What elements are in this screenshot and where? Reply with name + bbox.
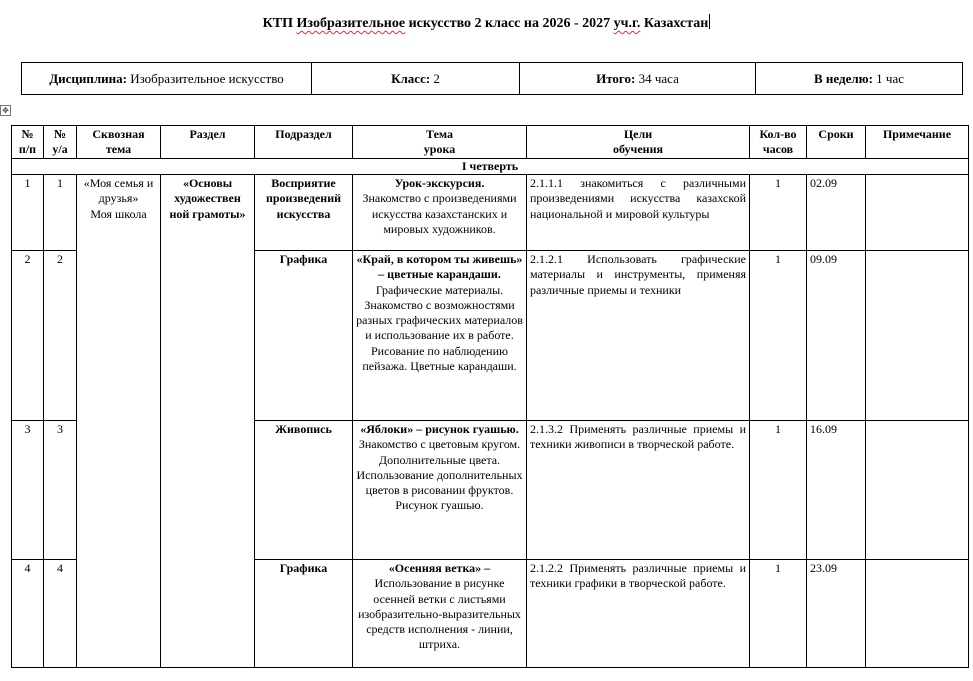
header-row	[12, 126, 969, 159]
row-topic: «Яблоки» – рисунок гуашью. Знакомство с цветовым кругом. Дополнительные цвета. Использование дополнительных цветов в рисовании фруктов. Рисунок гуашью.	[353, 421, 527, 560]
table-row	[12, 175, 969, 251]
class-cell[interactable]: Класс: 2	[312, 63, 520, 95]
row-note[interactable]	[866, 251, 969, 421]
row-date: 09.09	[807, 251, 866, 421]
row-num: 1	[12, 175, 44, 251]
row-ua: 4	[44, 560, 77, 668]
header-subsection: Подраздел	[255, 126, 353, 159]
row-note[interactable]	[866, 175, 969, 251]
row-num: 3	[12, 421, 44, 560]
row-hours: 1	[750, 421, 807, 560]
row-goal: 2.1.2.2 Применять различные приемы и техники графики в творческой работе.	[527, 560, 750, 668]
row-num: 4	[12, 560, 44, 668]
row-note[interactable]	[866, 560, 969, 668]
move-handle-icon[interactable]: ✥	[0, 105, 11, 116]
info-table	[21, 62, 963, 95]
header-num: № п/п	[12, 126, 44, 159]
row-goal: 2.1.2.1 Использовать графические материалы и инструменты, применяя различные приемы и техники	[527, 251, 750, 421]
header-theme: Сквозная тема	[77, 126, 161, 159]
section-cell: «Основы художествен ной грамоты»	[161, 175, 255, 668]
row-hours: 1	[750, 251, 807, 421]
row-ua: 2	[44, 251, 77, 421]
header-notes: Примечание	[866, 126, 969, 159]
row-ua: 3	[44, 421, 77, 560]
row-date: 02.09	[807, 175, 866, 251]
per-week-cell[interactable]: В неделю: 1 час	[756, 63, 963, 95]
row-topic: «Край, в котором ты живешь» – цветные карандаши. Графические материалы. Знакомство с возможностями разных графических материалов и использование их в работе. Рисование по наблюдению пейзажа. Цветные карандаши.	[353, 251, 527, 421]
row-note[interactable]	[866, 421, 969, 560]
row-date: 16.09	[807, 421, 866, 560]
document-title: КТП Изобразительное искусство 2 класс на 2026 - 2027 уч.г. Казахстан	[262, 16, 709, 31]
spellcheck-word: уч.г.	[613, 16, 641, 31]
quarter-row	[12, 159, 969, 175]
row-subsection: Живопись	[255, 421, 353, 560]
row-hours: 1	[750, 560, 807, 668]
row-goal: 2.1.3.2 Применять различные приемы и техники живописи в творческой работе.	[527, 421, 750, 560]
row-topic: Урок-экскурсия. Знакомство с произведениями искусства казахстанских и мировых художников.	[353, 175, 527, 251]
row-goal: 2.1.1.1 знакомиться с различными произведениями искусства казахской национальной и мировой культуры	[527, 175, 750, 251]
text-cursor	[709, 14, 710, 29]
total-cell[interactable]: Итого: 34 часа	[520, 63, 756, 95]
row-num: 2	[12, 251, 44, 421]
row-ua: 1	[44, 175, 77, 251]
row-topic: «Осенняя ветка» – Использование в рисунке осенней ветки с листьями изобразительно-выразительных средств исполнения - линии, штриха.	[353, 560, 527, 668]
row-subsection: Графика	[255, 251, 353, 421]
discipline-cell[interactable]: Дисциплина: Изобразительное искусство	[22, 63, 312, 95]
spellcheck-word: Изобразительное	[296, 16, 406, 31]
header-ua: № у/а	[44, 126, 77, 159]
through-theme-cell: «Моя семья и друзья» Моя школа	[77, 175, 161, 668]
lesson-plan-table	[11, 125, 969, 668]
header-topic: Тема урока	[353, 126, 527, 159]
header-goals: Цели обучения	[527, 126, 750, 159]
row-hours: 1	[750, 175, 807, 251]
header-section: Раздел	[161, 126, 255, 159]
row-subsection: Восприятие произведений искусства	[255, 175, 353, 251]
row-subsection: Графика	[255, 560, 353, 668]
row-date: 23.09	[807, 560, 866, 668]
header-hours: Кол-во часов	[750, 126, 807, 159]
header-dates: Сроки	[807, 126, 866, 159]
quarter-label: I четверть	[12, 159, 969, 175]
